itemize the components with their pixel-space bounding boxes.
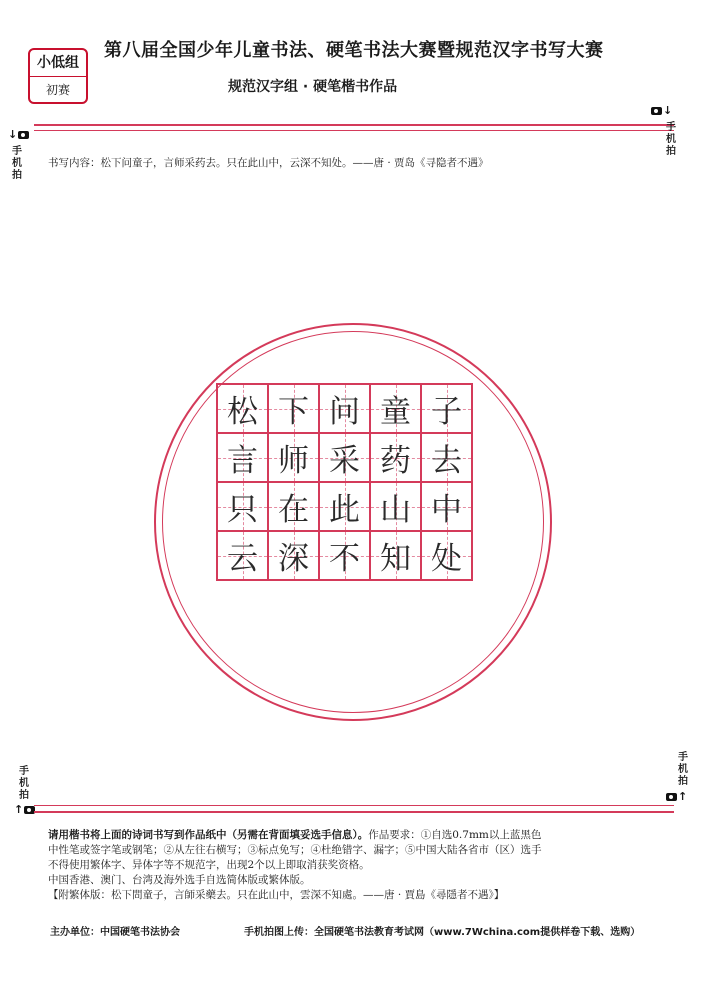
phone-shot-label-top-left: 手 机 拍 (12, 146, 22, 181)
camera-mark-top-right (651, 104, 672, 117)
grid-cell: 深 (268, 531, 319, 580)
camera-icon (18, 131, 29, 139)
arrow-up-icon: ↑ (14, 803, 24, 816)
upload-info: 手机拍图上传：全国硬笔书法教育考试网（www.7Wchina.com提供样卷下载、选购） (244, 927, 641, 938)
grid-cell: 去 (421, 433, 472, 482)
grid-cell: 云 (217, 531, 268, 580)
arrow-down-icon: ↓ (663, 104, 673, 117)
bottom-rule-thick (34, 811, 674, 813)
category-subtitle: 规范汉字组 · 硬笔楷书作品 (228, 79, 398, 95)
grid-cell: 言 (217, 433, 268, 482)
camera-mark-bottom-right (666, 790, 687, 803)
grid-cell: 药 (370, 433, 421, 482)
grid-cell: 子 (421, 384, 472, 433)
instructions-line4: 中国香港、澳门、台湾及海外选手自选简体版或繁体版。 (48, 874, 311, 886)
arrow-down-icon: ↓ (8, 128, 18, 141)
grid-cell: 下 (268, 384, 319, 433)
camera-icon (666, 793, 677, 801)
arrow-up-icon: ↑ (678, 790, 688, 803)
grid-cell: 此 (319, 482, 370, 531)
instructions-line2: 中性笔或签字笔或钢笔；②从左往右横写；③标点免写；④杜绝错字、漏字；⑤中国大陆各省市（区）选手 (48, 844, 542, 856)
grid-cell: 在 (268, 482, 319, 531)
bottom-rule-thin (34, 805, 674, 806)
camera-mark-bottom-left (14, 803, 35, 816)
top-rule-thick (34, 124, 674, 126)
writing-content-label: 书写内容： (48, 157, 101, 169)
grid-cell: 松 (217, 384, 268, 433)
group-badge (28, 48, 88, 104)
grid-cell: 知 (370, 531, 421, 580)
writing-content (48, 155, 489, 170)
camera-mark-top-left (8, 128, 29, 141)
writing-grid (216, 383, 473, 581)
instructions-line1: 作品要求：①自选0.7mm以上蓝黑色 (368, 829, 542, 841)
grid-cell: 只 (217, 482, 268, 531)
organizer: 主办单位：中国硬笔书法协会 (50, 927, 180, 938)
stage-label: 初赛 (45, 83, 70, 97)
grid-cell: 童 (370, 384, 421, 433)
grid-cell: 采 (319, 433, 370, 482)
grid-cell: 处 (421, 531, 472, 580)
writing-content-text: 松下问童子，言师采药去。只在此山中，云深不知处。——唐 · 贾岛《寻隐者不遇》 (100, 157, 489, 169)
top-rule-thin (34, 130, 674, 131)
phone-shot-label-bottom-left: 手 机 拍 (19, 766, 29, 801)
instructions-lead: 请用楷书将上面的诗词书写到作品纸中（另需在背面填妥选手信息）。 (48, 829, 369, 841)
group-label: 小低组 (30, 50, 86, 77)
grid-cell: 山 (370, 482, 421, 531)
grid-cell: 中 (421, 482, 472, 531)
grid-cell: 不 (319, 531, 370, 580)
instructions-traditional: 【附繁体版：松下問童子，言師采藥去。只在此山中，雲深不知處。——唐 · 賈島《尋隱者不遇》】 (48, 889, 505, 901)
phone-shot-label-top-right: 手 机 拍 (666, 122, 676, 157)
camera-icon (651, 107, 662, 115)
instructions-line3: 不得使用繁体字、异体字等不规范字，出现2个以上即取消获奖资格。 (48, 859, 370, 871)
competition-title: 第八届全国少年儿童书法、硬笔书法大赛暨规范汉字书写大赛 (104, 40, 604, 61)
phone-shot-label-bottom-right: 手 机 拍 (678, 752, 688, 787)
grid-cell: 问 (319, 384, 370, 433)
instructions (48, 828, 668, 903)
grid-cell: 师 (268, 433, 319, 482)
